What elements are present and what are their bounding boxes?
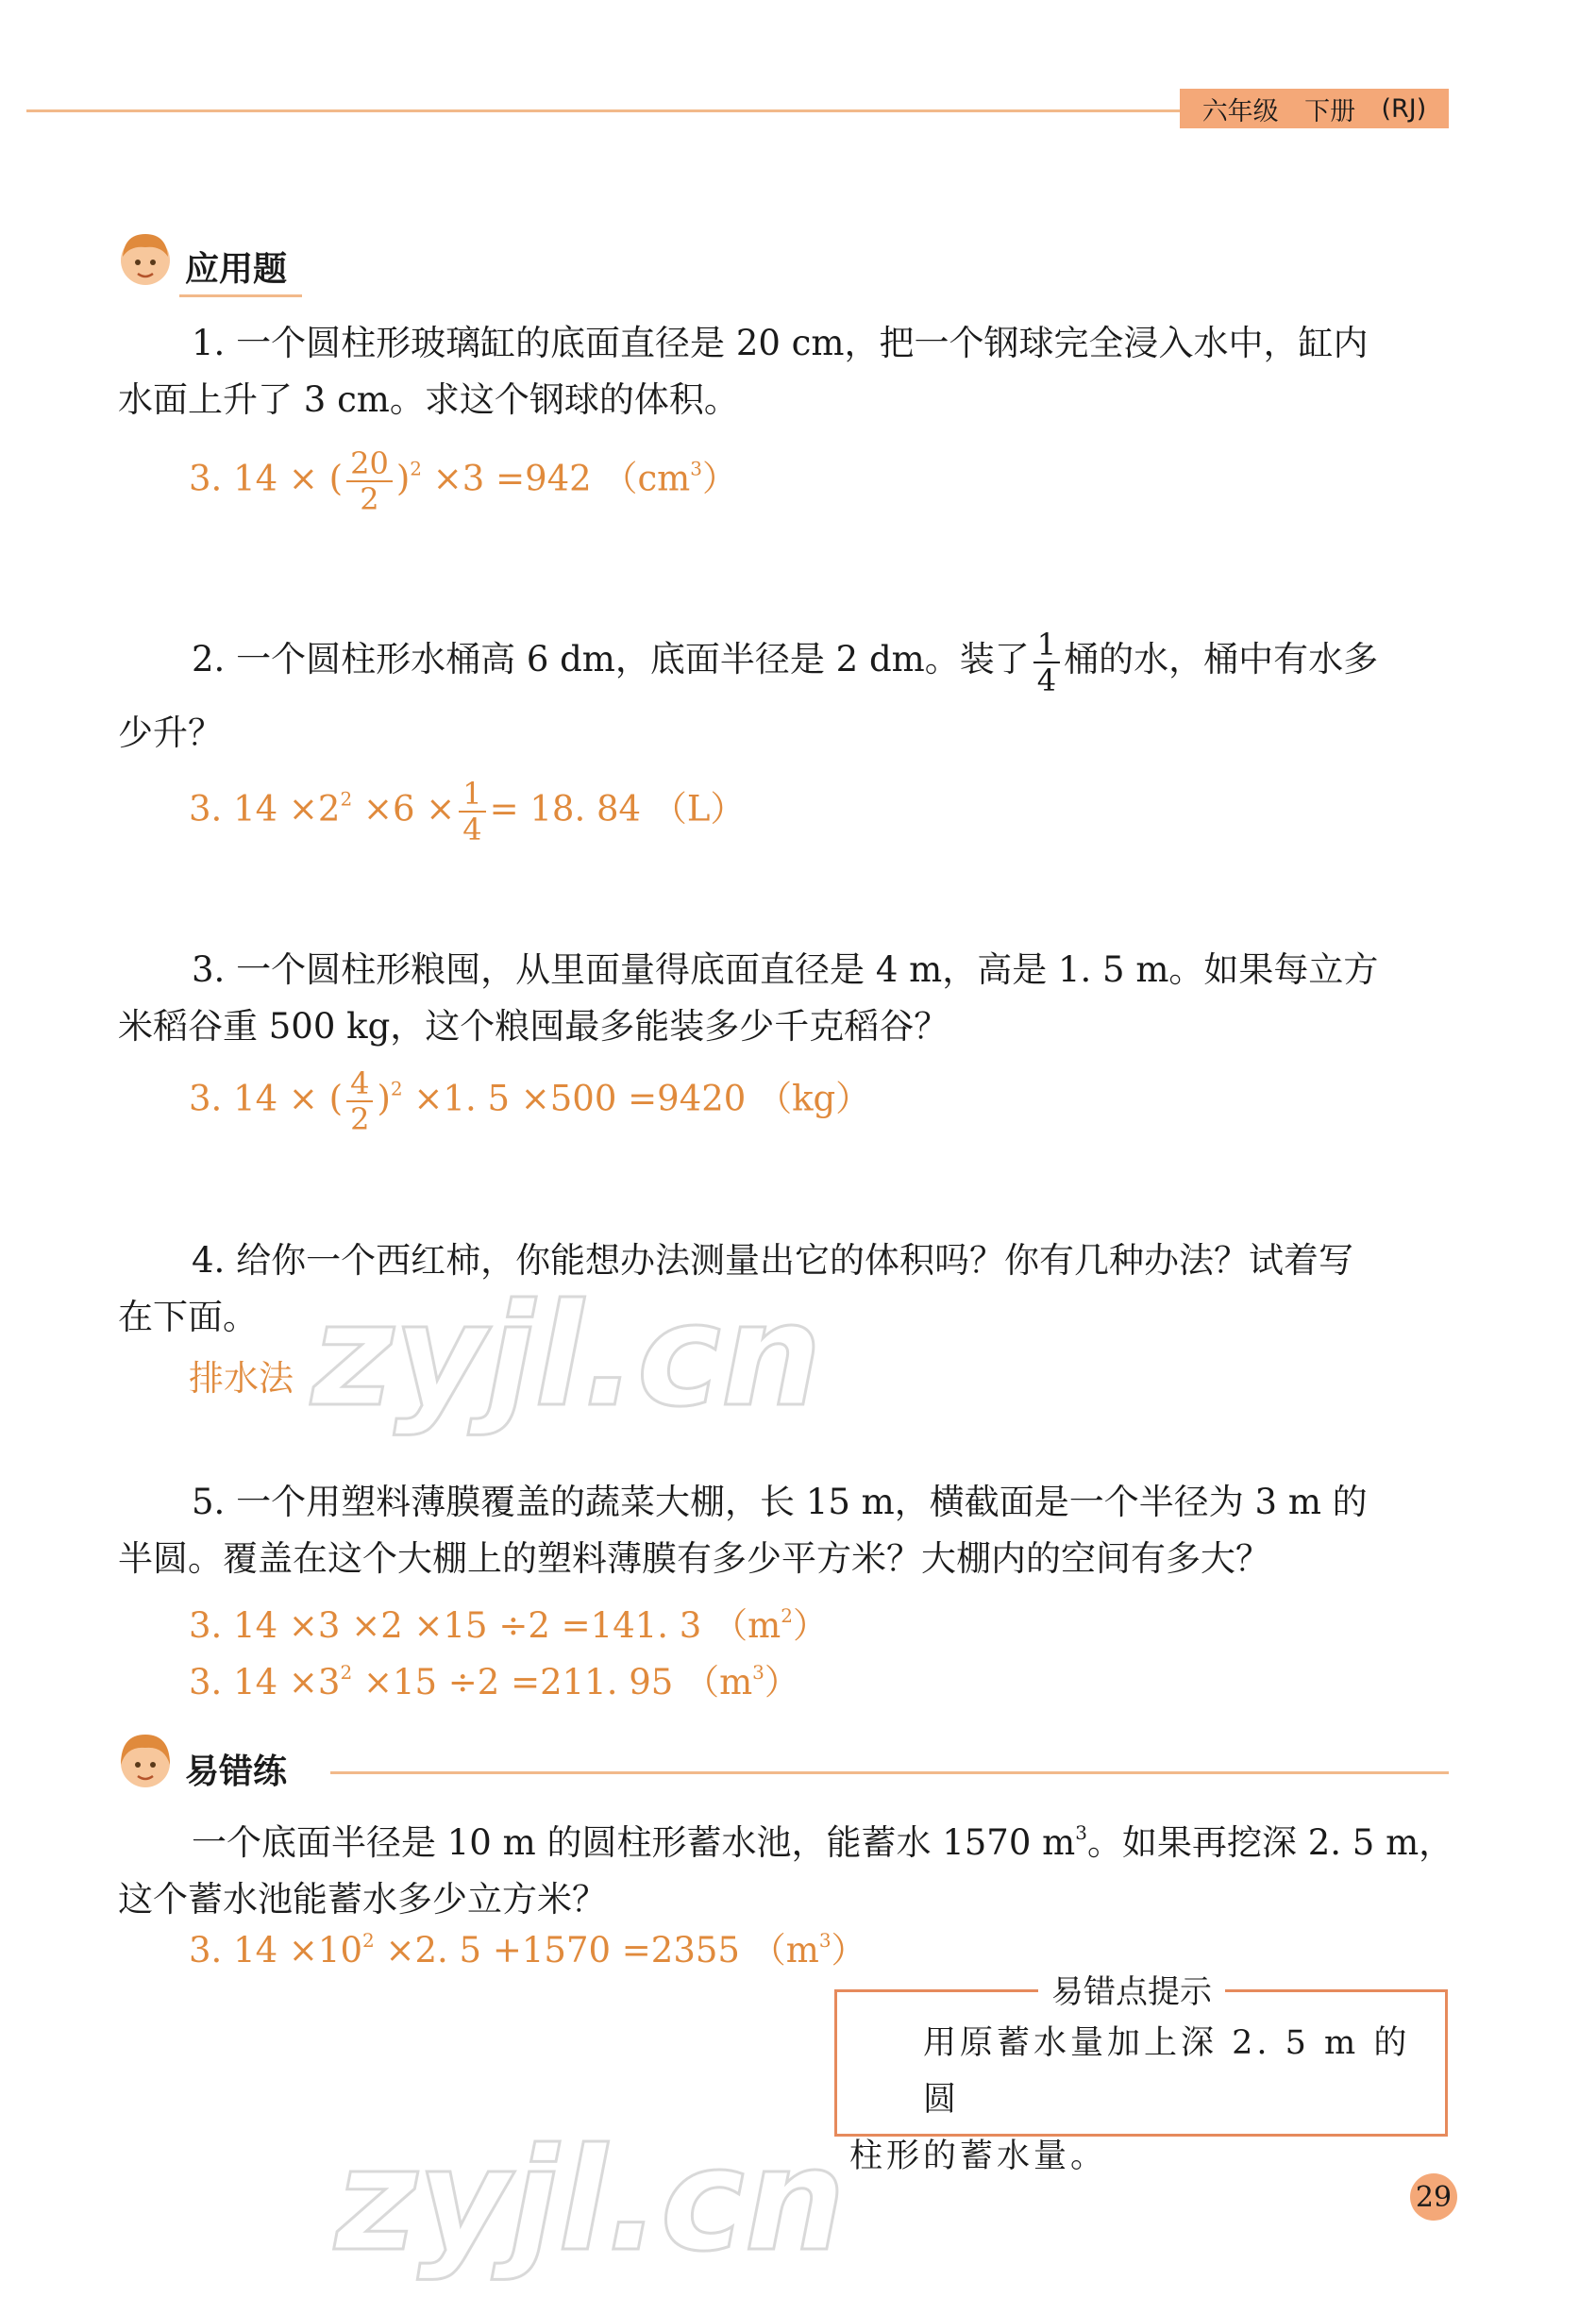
section-underline	[179, 294, 302, 297]
answer-5a-end: ）	[792, 1605, 828, 1646]
tip-line2: 柱形的蓄水量。	[849, 2138, 1108, 2175]
question-4-line1: 4. 给你一个西红柿，你能想办法测量出它的体积吗？你有几种办法？试着写	[192, 1240, 1354, 1281]
answer-5a-text: 3. 14 ×3 ×2 ×15 ÷2 =141. 3 （m	[189, 1605, 781, 1646]
tip-line1: 用原蓄水量加上深 2. 5 m 的圆	[923, 2024, 1411, 2119]
answer-4: 排水法	[189, 1358, 294, 1399]
answer-2-mid: ×6 ×	[352, 788, 456, 830]
unit-exponent: 3	[818, 1929, 832, 1952]
question-6	[118, 1804, 1458, 1928]
answer-5a	[189, 1597, 828, 1648]
header-grade: 六年级	[1201, 96, 1279, 126]
question-1	[118, 315, 1458, 428]
header-rule	[26, 109, 1187, 112]
question-2	[118, 623, 1458, 770]
section-mistakes-header	[111, 1727, 287, 1795]
header-edition: (RJ)	[1381, 93, 1427, 124]
answer-3-pre: 3. 14 × (	[189, 1078, 344, 1119]
question-2-line1	[118, 623, 1458, 696]
answer-1	[189, 445, 737, 517]
question-2-pre: 2. 一个圆柱形水桶高 6 dm，底面半径是 2 dm。装了	[192, 639, 1030, 679]
answer-1-end: ）	[702, 458, 737, 499]
question-1-line2: 水面上升了 3 cm。求这个钢球的体积。	[118, 379, 739, 420]
question-2-fraction	[1033, 626, 1060, 698]
unit-exponent: 3	[1075, 1821, 1087, 1844]
answer-2	[189, 776, 746, 847]
answer-5b-tail: ×15 ÷2 =211. 95 （m	[352, 1662, 753, 1702]
exponent: 2	[362, 1929, 375, 1952]
header-tag	[1180, 89, 1449, 128]
fraction-numerator: 1	[1033, 629, 1060, 663]
tip-text	[849, 2015, 1435, 2185]
exponent: 2	[410, 457, 422, 480]
answer-3	[189, 1065, 871, 1137]
question-5	[118, 1474, 1458, 1587]
answer-6-pre: 3. 14 ×10	[189, 1930, 362, 1970]
answer-5b-pre: 3. 14 ×3	[189, 1662, 341, 1702]
fraction-numerator: 4	[346, 1068, 373, 1102]
unit-exponent: 3	[752, 1661, 764, 1684]
exponent: 2	[340, 787, 353, 811]
fraction-numerator: 1	[459, 779, 485, 813]
exponent: 2	[340, 1661, 353, 1684]
answer-5b	[189, 1653, 799, 1704]
answer-1-fraction	[346, 445, 393, 517]
fraction-denominator: 2	[360, 481, 379, 517]
watermark-2: zyjl.cn	[335, 2119, 846, 2283]
question-6-post: 。如果再挖深 2. 5 m，	[1086, 1822, 1454, 1863]
answer-2-pre: 3. 14 ×2	[189, 788, 341, 830]
answer-6-tail: ×2. 5 +1570 =2355 （m	[374, 1930, 819, 1970]
answer-6-end: ）	[831, 1930, 866, 1970]
section-applied-header	[111, 225, 287, 293]
fraction-numerator: 20	[346, 448, 393, 482]
answer-1-post: )	[395, 458, 411, 499]
question-6-line1	[118, 1804, 1458, 1871]
mascot-icon	[111, 225, 179, 293]
fraction-denominator: 4	[462, 812, 482, 847]
answer-1-pre: 3. 14 × (	[189, 458, 344, 499]
answer-6	[189, 1921, 866, 1972]
answer-5b-end: ）	[764, 1662, 799, 1702]
answer-2-tail: = 18. 84 （L）	[489, 788, 746, 830]
question-3-line2: 米稻谷重 500 kg，这个粮囤最多能装多少千克稻谷？	[118, 1006, 949, 1047]
question-5-line1: 5. 一个用塑料薄膜覆盖的蔬菜大棚，长 15 m，横截面是一个半径为 3 m 的	[192, 1482, 1368, 1522]
answer-1-tail: ×3 =942 （cm	[422, 458, 691, 499]
unit-exponent: 2	[781, 1604, 793, 1627]
answer-2-fraction	[459, 776, 485, 847]
section-title-mistakes: 易错练	[185, 1752, 288, 1791]
page-number: 29	[1410, 2173, 1457, 2221]
question-2-line2: 少升？	[118, 713, 223, 753]
fraction-denominator: 4	[1036, 662, 1057, 698]
question-3	[118, 942, 1458, 1055]
question-2-post: 桶的水，桶中有水多	[1064, 639, 1379, 679]
question-5-line2: 半圆。覆盖在这个大棚上的塑料薄膜有多少平方米？大棚内的空间有多大？	[118, 1538, 1270, 1579]
unit-exponent: 3	[690, 457, 702, 480]
answer-3-tail: ×1. 5 ×500 =9420 （kg）	[402, 1078, 871, 1119]
question-4-line2: 在下面。	[118, 1297, 258, 1337]
mascot-girl-icon	[111, 1727, 179, 1795]
question-6-line2: 这个蓄水池能蓄水多少立方米？	[118, 1879, 607, 1920]
question-6-pre: 一个底面半径是 10 m 的圆柱形蓄水池，能蓄水 1570 m	[192, 1822, 1076, 1863]
tip-title: 易错点提示	[1038, 1966, 1225, 2012]
fraction-denominator: 2	[350, 1101, 370, 1137]
answer-3-post: )	[377, 1078, 391, 1119]
exponent: 2	[390, 1077, 403, 1100]
section-title-applied: 应用题	[185, 250, 288, 289]
watermark-1: zyjl.cn	[311, 1274, 822, 1438]
answer-3-fraction	[346, 1065, 373, 1137]
question-1-line1: 1. 一个圆柱形玻璃缸的底面直径是 20 cm，把一个钢球完全浸入水中，缸内	[192, 323, 1369, 363]
section-rule	[330, 1771, 1449, 1774]
header-volume: 下册	[1304, 96, 1356, 126]
question-3-line1: 3. 一个圆柱形粮囤，从里面量得底面直径是 4 m，高是 1. 5 m。如果每立方	[192, 949, 1379, 990]
